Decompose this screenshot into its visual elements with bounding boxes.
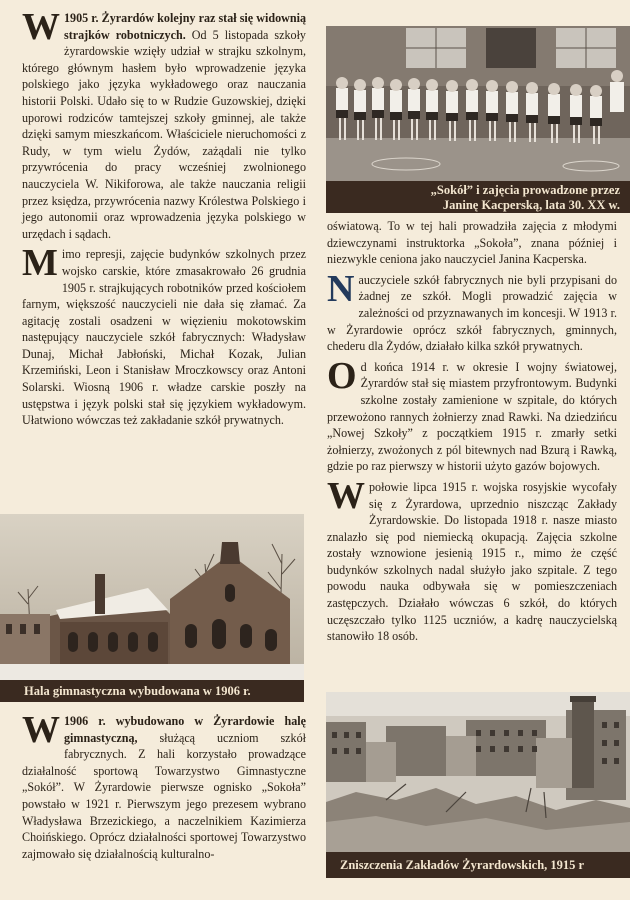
paragraph-text: Od 5 listopada szkoły żyrardowskie wzięły udział w strajku szkolnym, którego głównym hasłem było wprowadzenie języka polskiego jako języka wykładowego oraz nauczania historii Polski. Udało się to w Rudzie Guzowskiej, dzięki uporowi rodziców tamtejszej szkoły gminnej, ale także dzięki samym mieszkańcom. Właściciele nieruchomości z Rudy, w tym wielu Żydów, zażądali nie tylko przywrócenia do pracy wcześniej zwolnionego nauczyciela W. Nikiforowa, ale także nauczania religii przez księdza, przywrócenia nazwy Królestwa Polskiego i jego autonomii oraz wprowadzenia języka polskiego w urzędach i sądach.	[22, 27, 306, 241]
drop-cap: W	[22, 709, 60, 751]
photo-gym-hall-caption	[0, 680, 304, 702]
drop-cap: W	[327, 474, 365, 517]
caption-line-1: „Sokół” i zajęcia prowadzone przez	[430, 183, 620, 197]
paragraph-world-war-i	[327, 354, 617, 475]
paragraph-factory-teachers	[327, 267, 617, 355]
photo-factory-ruins	[326, 692, 630, 852]
lead-text: 1906 r. wybudowano w Żyrardowie halę gimnastyczną,	[64, 714, 306, 745]
paragraph-1915-withdrawal	[327, 474, 617, 645]
photo-ruins-caption	[326, 852, 630, 878]
photo-sokol-caption	[326, 181, 630, 213]
photo-gym-hall	[0, 514, 304, 680]
caption-line-2: Janinę Kacperską, lata 30. XX w.	[442, 198, 620, 212]
left-column-bottom-text	[22, 709, 306, 862]
drop-cap: O	[327, 354, 357, 397]
paragraph-gym-hall-1906	[22, 709, 306, 862]
right-column-text	[327, 218, 617, 645]
paragraph-text: d końca 1914 r. w okresie I wojny światowej, Żyrardów stał się miastem przyfrontowym. Budynki szkolne zostały zamienione w szpitale, do których przewożono rannych żołnierzy znad Rawki. Na dziedzińcu „Nowej Szkoły” z początkiem 1915 r. zmarły setki żołnierzy, zwożonych z pól bitewnych nad Bzurą i Rawką, gdzie po raz pierwszy w historii użyto gazów bojowych.	[327, 359, 617, 474]
photo-sokol-class	[326, 26, 630, 181]
drop-cap: N	[327, 267, 355, 310]
gym-hall-illustration	[0, 514, 304, 680]
paragraph-text: oświatową. To w tej hali prowadziła zajęcia z młodymi dziewczynami instruktorka „Sokoła”, znana później i niezwykle ceniona jako nauczyciel Janina Kacperska.	[327, 219, 617, 267]
left-column-top-text	[22, 6, 306, 429]
sokol-class-illustration	[326, 26, 630, 181]
caption-text: Hala gimnastyczna wybudowana w 1906 r.	[24, 684, 251, 698]
drop-cap: W	[22, 6, 60, 48]
paragraph-strikes-1905	[22, 6, 306, 242]
factory-ruins-illustration	[326, 692, 630, 852]
caption-text: Zniszczenia Zakładów Żyrardowskich, 1915 r	[340, 858, 585, 872]
lead-text: 1905 r. Żyrardów kolejny raz stał się widownią strajków robotniczych.	[64, 11, 306, 42]
paragraph-sokol-continued	[327, 218, 617, 268]
paragraph-text: połowie lipca 1915 r. wojska rosyjskie wycofały się z Żyrardowa, uprzednio niszcząc Zakłady Żyrardowskie. Do listopada 1918 r. nasze miasto znalazło się pod niemiecką okupacją. Zajęcia szkolne zostały wznowione jesienią 1915 r., mimo że część budynków szkolnych nadal służyło jako szpitale. Z tego powodu nauka odbywała się w pomieszczeniach zastępczych. Działało wówczas 6 szkół, do których uczęszczało tylko 1125 uczniów, a kadrę nauczycielską stanowiło 18 osób.	[327, 479, 617, 644]
paragraph-text: auczyciele szkół fabrycznych nie byli przypisani do żadnej ze szkół. Mogli prowadzić zajęcia w zależności od przyznawanych im koncesji. W 1913 r. w Żyrardowie oprócz szkół fabrycznych, gminnych, chederu dla Żydów, działało kilka szkół prywatnych.	[327, 272, 617, 354]
drop-cap: M	[22, 242, 58, 285]
paragraph-text: imo represji, zajęcie budynków szkolnych przez wojsko carskie, które zmasakrowało 26 grudnia 1905 r. strajkujących robotników przed kościołem farnym, większość nauczycieli nie dała się złamać. Za agitację zostali osadzeni w więzieniu mokotowskim następujący nauczyciele szkół fabrycznych: Władysław Dunaj, Michał Jabłoński, Michał Kozak, Julian Krzemiński, Leon i Stanisław Mroczkowscy oraz Antoni Solarski. Wiosną 1906 r. władze carskie poszły na ustępstwa i język polski stał się językiem wykładowym. Ułatwiono wówczas też zakładanie szkół prywatnych.	[22, 247, 306, 428]
paragraph-text: służącą uczniom szkół fabrycznych. Z hali korzystało prowadzące działalność sportową Towarzystwo Gimnastyczne „Sokół”. W Żyrardowie pierwsze ognisko „Sokoła” powstało w 1921 r. Pierwszym jego prezesem wybrano Władysława Brzezickiego, a naczelnikiem Kazimierza Choińskiego. Oprócz działalności sportowej Towarzystwo zajmowało się działalnością kulturalno-	[22, 730, 306, 861]
paragraph-repressions	[22, 242, 306, 429]
